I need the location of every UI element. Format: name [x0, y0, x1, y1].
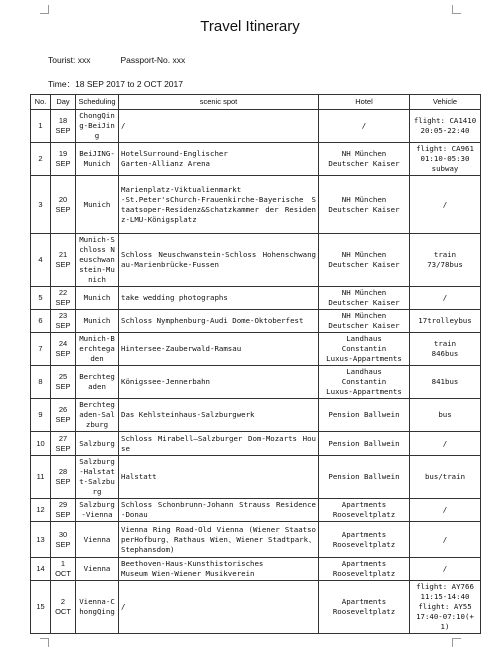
vehicle-line: bus — [438, 410, 452, 419]
tourist-name: Tourist: xxx — [48, 55, 91, 65]
cell-day — [51, 143, 76, 176]
day-number: 22 — [58, 288, 68, 297]
corner-mark — [452, 638, 461, 647]
hotel-line: Landhaus — [346, 367, 382, 376]
day-month: SEP — [55, 477, 71, 486]
scenic-line: Schloss Mirabell—Salzburger Dom-Mozarts House — [121, 433, 316, 453]
cell-day — [51, 399, 76, 432]
scenic-line: Halstatt — [121, 472, 157, 481]
cell-no: 5 — [31, 287, 51, 310]
cell-hotel — [319, 432, 410, 456]
column-header-scenic-spot: scenic spot — [119, 95, 319, 110]
cell-day — [51, 310, 76, 333]
cell-scheduling: ChongQing-BeiJing — [76, 110, 119, 143]
cell-scheduling: Munich-Berchtegaden — [76, 333, 119, 366]
vehicle-line: 846bus — [431, 349, 459, 358]
cell-no: 1 — [31, 110, 51, 143]
column-header-scheduling: Scheduling — [76, 95, 119, 110]
day-month: SEP — [55, 349, 71, 358]
cell-scheduling: Salzburg — [76, 432, 119, 456]
hotel-line: Deutscher Kaiser — [328, 204, 400, 214]
hotel-line: Luxus-Appartments — [326, 387, 402, 396]
cell-day — [51, 176, 76, 234]
vehicle-line: bus/train — [424, 472, 466, 481]
scenic-line: -St.Peter'sChurch-Frauenkirche-Bayerische Staatsoper-Residenz&Schatzkammer der Residenz-LMU-Königsplatz — [121, 194, 316, 224]
hotel-line: Deutscher Kaiser — [328, 260, 400, 269]
cell-day — [51, 287, 76, 310]
time-range: Time：18 SEP 2017 to 2 OCT 2017 — [48, 79, 183, 89]
cell-scenic-spot — [119, 399, 319, 432]
hotel-line: Rooseveltplatz — [332, 539, 396, 549]
scenic-line: HotelSurround-Englischer — [121, 149, 228, 158]
cell-hotel — [319, 287, 410, 310]
corner-mark — [40, 638, 49, 647]
cell-hotel — [319, 176, 410, 234]
day-month: SEP — [55, 260, 71, 269]
cell-scenic-spot — [119, 176, 319, 234]
day-month: SEP — [55, 321, 71, 330]
cell-no: 2 — [31, 143, 51, 176]
cell-vehicle — [410, 110, 481, 143]
column-header-no: No. — [31, 95, 51, 110]
cell-hotel — [319, 310, 410, 333]
cell-no: 8 — [31, 366, 51, 399]
day-number: 25 — [58, 372, 68, 381]
cell-no: 12 — [31, 499, 51, 522]
vehicle-line: / — [442, 534, 448, 544]
cell-day — [51, 456, 76, 499]
cell-hotel — [319, 143, 410, 176]
cell-hotel — [319, 456, 410, 499]
hotel-line: Pension Ballwein — [328, 472, 400, 481]
table-row — [31, 522, 481, 558]
table-row — [31, 310, 481, 333]
table-row — [31, 558, 481, 581]
cell-vehicle — [410, 143, 481, 176]
hotel-line: Apartments — [341, 597, 387, 606]
day-month: OCT — [55, 569, 71, 578]
cell-vehicle — [410, 287, 481, 310]
cell-scheduling: Munich — [76, 176, 119, 234]
cell-day — [51, 234, 76, 287]
hotel-line: NH München — [341, 288, 387, 297]
cell-scenic-spot — [119, 581, 319, 634]
scenic-line: Marienplatz-Viktualienmarkt — [121, 184, 242, 194]
cell-hotel — [319, 366, 410, 399]
scenic-line: Das Kehlsteinhaus-Salzburgwerk — [121, 410, 255, 419]
cell-day — [51, 110, 76, 143]
day-month: SEP — [55, 510, 71, 519]
cell-hotel — [319, 234, 410, 287]
cell-day — [51, 558, 76, 581]
cell-no: 15 — [31, 581, 51, 634]
hotel-line: Rooseveltplatz — [332, 569, 396, 578]
vehicle-line: subway — [431, 164, 459, 173]
cell-vehicle — [410, 234, 481, 287]
cell-vehicle — [410, 399, 481, 432]
hotel-line: Landhaus — [346, 334, 382, 343]
day-month: SEP — [55, 126, 71, 135]
scenic-line: Schloss Neuschwanstein-Schloss Hohenschwangau-Marienbrücke-Fussen — [121, 250, 316, 269]
cell-scheduling: Berchtegaden — [76, 366, 119, 399]
table-row — [31, 287, 481, 310]
cell-hotel — [319, 581, 410, 634]
cell-no: 10 — [31, 432, 51, 456]
vehicle-line: 17:40-07:10(+1) — [416, 612, 474, 631]
passport-number: Passport-No. xxx — [120, 55, 186, 65]
cell-scenic-spot — [119, 432, 319, 456]
day-number: 1 — [60, 559, 66, 568]
day-month: SEP — [55, 382, 71, 391]
cell-day — [51, 432, 76, 456]
column-header-hotel: Hotel — [319, 95, 410, 110]
cell-vehicle — [410, 499, 481, 522]
cell-hotel — [319, 333, 410, 366]
cell-hotel — [319, 522, 410, 558]
cell-vehicle — [410, 366, 481, 399]
column-header-day: Day — [51, 95, 76, 110]
hotel-line: NH München — [341, 194, 387, 204]
hotel-line: NH München — [341, 149, 387, 158]
scenic-line: / — [121, 121, 126, 130]
cell-scenic-spot — [119, 522, 319, 558]
vehicle-line: train — [433, 250, 457, 259]
cell-day — [51, 366, 76, 399]
cell-scheduling: Vienna — [76, 558, 119, 581]
hotel-line: NH München — [341, 250, 387, 259]
vehicle-line: flight: CA1410 — [413, 116, 477, 125]
cell-scenic-spot — [119, 333, 319, 366]
cell-vehicle — [410, 558, 481, 581]
cell-scheduling: Munich — [76, 287, 119, 310]
cell-scenic-spot — [119, 110, 319, 143]
cell-no: 11 — [31, 456, 51, 499]
cell-scheduling: Berchtegaden-Salzburg — [76, 399, 119, 432]
vehicle-line: 11:15-14:40 — [420, 592, 470, 601]
hotel-line: Constantin — [341, 377, 387, 386]
cell-scheduling: Vienna — [76, 522, 119, 558]
cell-vehicle — [410, 432, 481, 456]
cell-scheduling: Salzburg-Vienna — [76, 499, 119, 522]
vehicle-line: flight: AY766 — [416, 582, 474, 591]
hotel-line: Apartments — [341, 500, 387, 509]
vehicle-line: / — [442, 199, 448, 209]
table-row — [31, 399, 481, 432]
scenic-line: take wedding photographs — [121, 293, 228, 302]
table-row — [31, 143, 481, 176]
day-month: SEP — [55, 159, 71, 168]
hotel-line: Pension Ballwein — [328, 410, 400, 419]
document-title: Travel Itinerary — [200, 18, 300, 35]
scenic-line: Schloss Schonbrunn-Johann Strauss Residence-Donau — [121, 500, 316, 519]
itinerary-rows — [31, 110, 481, 634]
cell-day — [51, 522, 76, 558]
vehicle-line: / — [442, 438, 448, 448]
cell-no: 7 — [31, 333, 51, 366]
vehicle-line: 73/78bus — [427, 260, 463, 269]
hotel-line: Deutscher Kaiser — [328, 298, 400, 307]
scenic-line: / — [121, 602, 126, 611]
vehicle-line: / — [442, 293, 448, 302]
scenic-line: Königssee-Jennerbahn — [121, 377, 210, 386]
vehicle-line: 01:10-05:30 — [420, 154, 470, 163]
vehicle-line: / — [442, 505, 448, 514]
corner-mark — [40, 5, 49, 14]
scenic-line: Schloss Nymphenburg-Audi Dome-Oktoberfest — [121, 316, 304, 325]
cell-scheduling: BeiJING-Munich — [76, 143, 119, 176]
hotel-line: / — [361, 121, 367, 130]
cell-no: 9 — [31, 399, 51, 432]
cell-day — [51, 499, 76, 522]
cell-no: 13 — [31, 522, 51, 558]
cell-hotel — [319, 499, 410, 522]
day-number: 24 — [58, 339, 68, 348]
cell-vehicle — [410, 333, 481, 366]
table-row — [31, 432, 481, 456]
cell-scheduling: Munich-Schloss Neuschwanstein-Munich — [76, 234, 119, 287]
hotel-line: Deutscher Kaiser — [328, 159, 400, 168]
day-number: 29 — [58, 500, 68, 509]
vehicle-line: 17trolleybus — [418, 316, 472, 325]
table-header-row — [31, 95, 481, 110]
cell-scheduling: Munich — [76, 310, 119, 333]
table-row — [31, 333, 481, 366]
vehicle-line: / — [442, 564, 448, 573]
vehicle-line: 20:05-22:40 — [420, 126, 470, 135]
day-month: SEP — [55, 443, 71, 453]
cell-hotel — [319, 110, 410, 143]
cell-scheduling: Vienna-ChongQing — [76, 581, 119, 634]
day-number: 28 — [58, 467, 68, 476]
cell-hotel — [319, 558, 410, 581]
scenic-line: Vienna Ring Road-Old Vienna (Wiener StaatsoperHofburg、Rathaus Wien、Wiener Stadtpark、Stephansdom) — [121, 524, 316, 554]
itinerary-table — [30, 94, 481, 634]
column-header-vehicle: Vehicle — [410, 95, 481, 110]
day-number: 23 — [58, 311, 68, 320]
day-number: 30 — [58, 529, 68, 539]
cell-no: 14 — [31, 558, 51, 581]
hotel-line: Luxus-Appartments — [326, 354, 402, 363]
vehicle-line: train — [433, 339, 457, 348]
cell-day — [51, 581, 76, 634]
cell-scheduling: Salzburg-Halstatt-Salzburg — [76, 456, 119, 499]
day-number: 18 — [58, 116, 68, 125]
cell-no: 6 — [31, 310, 51, 333]
table-row — [31, 581, 481, 634]
table-row — [31, 110, 481, 143]
day-number: 19 — [58, 149, 68, 158]
cell-scenic-spot — [119, 366, 319, 399]
cell-scenic-spot — [119, 234, 319, 287]
day-number: 20 — [58, 194, 68, 204]
day-number: 27 — [58, 433, 68, 443]
cell-vehicle — [410, 310, 481, 333]
cell-scenic-spot — [119, 287, 319, 310]
vehicle-line: 841bus — [431, 377, 459, 386]
day-number: 26 — [58, 405, 68, 414]
corner-mark — [452, 5, 461, 14]
day-month: SEP — [55, 539, 71, 549]
table-row — [31, 456, 481, 499]
cell-scenic-spot — [119, 143, 319, 176]
cell-vehicle — [410, 522, 481, 558]
day-month: OCT — [55, 607, 71, 616]
hotel-line: Constantin — [341, 344, 387, 353]
table-row — [31, 499, 481, 522]
day-number: 2 — [60, 597, 66, 606]
cell-vehicle — [410, 176, 481, 234]
cell-no: 3 — [31, 176, 51, 234]
cell-scenic-spot — [119, 499, 319, 522]
cell-no: 4 — [31, 234, 51, 287]
cell-scenic-spot — [119, 456, 319, 499]
vehicle-line: flight: CA961 — [416, 144, 474, 153]
hotel-line: Pension Ballwein — [328, 438, 400, 448]
cell-vehicle — [410, 456, 481, 499]
day-month: SEP — [55, 204, 71, 214]
cell-hotel — [319, 399, 410, 432]
table-row — [31, 234, 481, 287]
hotel-line: Rooseveltplatz — [332, 510, 396, 519]
hotel-line: Apartments — [341, 559, 387, 568]
hotel-line: Deutscher Kaiser — [328, 321, 400, 330]
day-month: SEP — [55, 415, 71, 424]
hotel-line: Apartments — [341, 529, 387, 539]
table-row — [31, 176, 481, 234]
day-month: SEP — [55, 298, 71, 307]
cell-scenic-spot — [119, 558, 319, 581]
day-number: 21 — [58, 250, 68, 259]
scenic-line: Hintersee-Zauberwald-Ramsau — [121, 344, 242, 353]
scenic-line: Museum Wien-Wiener Musikverein — [121, 569, 255, 578]
cell-day — [51, 333, 76, 366]
hotel-line: NH München — [341, 311, 387, 320]
cell-scenic-spot — [119, 310, 319, 333]
scenic-line: Garten-Allianz Arena — [121, 159, 210, 168]
hotel-line: Rooseveltplatz — [332, 607, 396, 616]
cell-vehicle — [410, 581, 481, 634]
vehicle-line: flight: AY55 — [418, 602, 472, 611]
scenic-line: Beethoven-Haus-Kunsthistorisches — [121, 559, 264, 568]
table-row — [31, 366, 481, 399]
tourist-info — [48, 55, 185, 65]
